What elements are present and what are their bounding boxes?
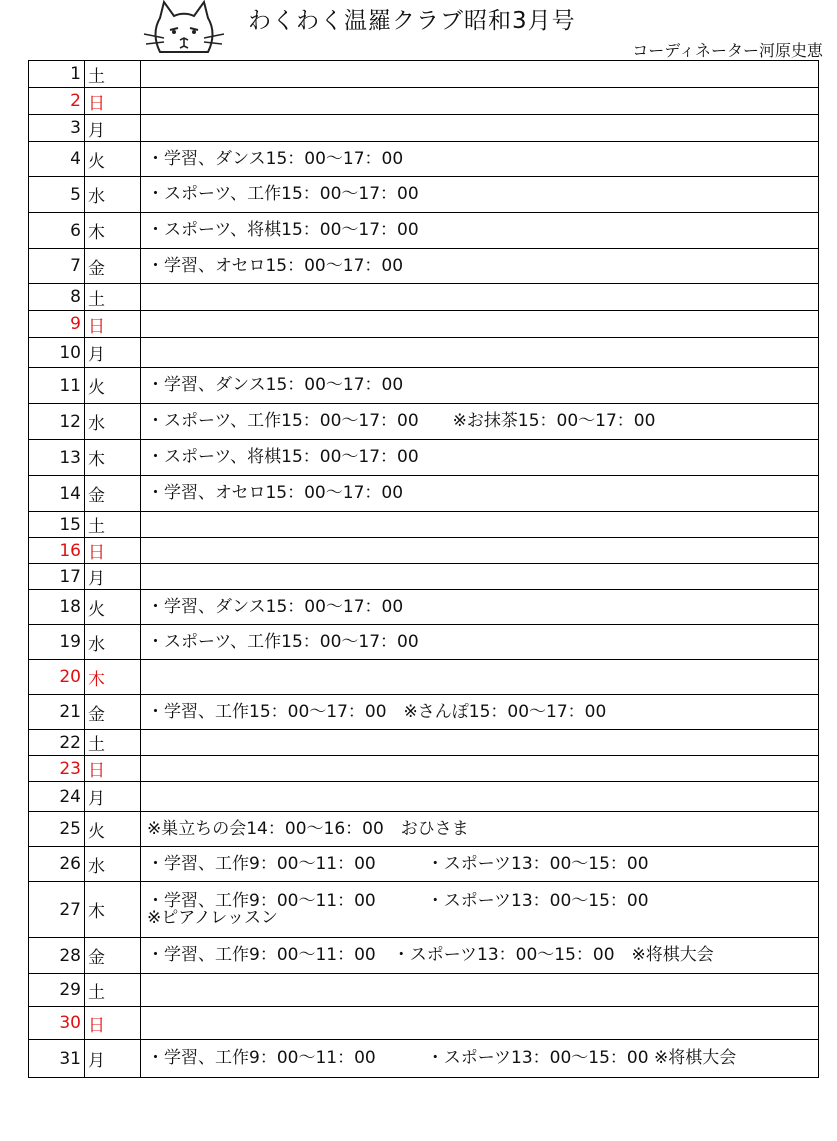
day-events: ・学習、ダンス15：00〜17：00: [141, 590, 819, 625]
day-events: ・学習、工作9：00〜11：00 ・スポーツ13：00〜15：00 ※将棋大会: [141, 938, 819, 974]
calendar-row: [29, 142, 819, 177]
day-of-week: 木: [85, 213, 141, 249]
day-events: [141, 284, 819, 311]
day-of-week: 月: [85, 782, 141, 812]
day-number: 19: [29, 625, 85, 660]
day-events: [141, 115, 819, 142]
day-events: [141, 974, 819, 1007]
day-events: [141, 538, 819, 564]
day-events: ・学習、工作9：00〜11：00 ・スポーツ13：00〜15：00 ※ピアノレッスン: [141, 882, 819, 938]
calendar-row: [29, 590, 819, 625]
day-number: 25: [29, 812, 85, 847]
day-number: 14: [29, 476, 85, 512]
day-number: 17: [29, 564, 85, 590]
day-events: ・学習、工作9：00〜11：00 ・スポーツ13：00〜15：00: [141, 847, 819, 882]
day-of-week: 金: [85, 695, 141, 730]
calendar-row: [29, 695, 819, 730]
calendar-row: [29, 61, 819, 88]
day-number: 31: [29, 1040, 85, 1078]
calendar-row: [29, 440, 819, 476]
day-number: 30: [29, 1007, 85, 1040]
day-events: [141, 756, 819, 782]
day-of-week: 月: [85, 115, 141, 142]
day-number: 7: [29, 249, 85, 284]
calendar-row: [29, 625, 819, 660]
day-number: 10: [29, 338, 85, 368]
day-events: [141, 88, 819, 115]
page-title: わくわく温羅クラブ昭和3月号: [248, 8, 576, 34]
day-number: 9: [29, 311, 85, 338]
day-of-week: 火: [85, 368, 141, 404]
day-number: 2: [29, 88, 85, 115]
day-of-week: 木: [85, 882, 141, 938]
day-number: 27: [29, 882, 85, 938]
day-number: 23: [29, 756, 85, 782]
day-of-week: 土: [85, 61, 141, 88]
day-events: ・学習、工作9：00〜11：00 ・スポーツ13：00〜15：00 ※将棋大会: [141, 1040, 819, 1078]
calendar-row: [29, 564, 819, 590]
day-of-week: 水: [85, 404, 141, 440]
day-of-week: 月: [85, 564, 141, 590]
calendar-row: [29, 284, 819, 311]
day-of-week: 日: [85, 88, 141, 115]
day-number: 24: [29, 782, 85, 812]
calendar-row: [29, 847, 819, 882]
day-number: 15: [29, 512, 85, 538]
calendar-row: [29, 88, 819, 115]
day-number: 13: [29, 440, 85, 476]
calendar-row: [29, 512, 819, 538]
calendar-row: [29, 974, 819, 1007]
day-of-week: 木: [85, 660, 141, 695]
day-of-week: 日: [85, 756, 141, 782]
day-number: 6: [29, 213, 85, 249]
calendar-row: [29, 782, 819, 812]
calendar-row: [29, 249, 819, 284]
calendar-row: [29, 938, 819, 974]
calendar-row: [29, 338, 819, 368]
day-events: ・スポーツ、将棋15：00〜17：00: [141, 440, 819, 476]
day-number: 11: [29, 368, 85, 404]
day-number: 12: [29, 404, 85, 440]
calendar-row: [29, 115, 819, 142]
day-events: ・学習、ダンス15：00〜17：00: [141, 368, 819, 404]
day-events: ・スポーツ、将棋15：00〜17：00: [141, 213, 819, 249]
calendar-row: [29, 756, 819, 782]
calendar-row: [29, 404, 819, 440]
day-events: ・スポーツ、工作15：00〜17：00: [141, 625, 819, 660]
day-number: 21: [29, 695, 85, 730]
day-of-week: 土: [85, 974, 141, 1007]
day-of-week: 金: [85, 476, 141, 512]
day-events: [141, 1007, 819, 1040]
day-number: 20: [29, 660, 85, 695]
day-of-week: 土: [85, 284, 141, 311]
day-of-week: 土: [85, 730, 141, 756]
calendar-row: [29, 538, 819, 564]
day-events: [141, 660, 819, 695]
schedule-body: [29, 61, 819, 1078]
day-number: 29: [29, 974, 85, 1007]
day-number: 8: [29, 284, 85, 311]
coordinator-name: コーディネーター河原史恵: [632, 41, 823, 60]
calendar-row: [29, 213, 819, 249]
calendar-row: [29, 660, 819, 695]
calendar-row: [29, 368, 819, 404]
schedule-table: [28, 60, 819, 1078]
day-of-week: 水: [85, 177, 141, 213]
day-number: 5: [29, 177, 85, 213]
day-of-week: 火: [85, 142, 141, 177]
calendar-row: [29, 882, 819, 938]
day-number: 4: [29, 142, 85, 177]
day-number: 1: [29, 61, 85, 88]
day-number: 28: [29, 938, 85, 974]
day-of-week: 水: [85, 625, 141, 660]
day-events: ・スポーツ、工作15：00〜17：00: [141, 177, 819, 213]
day-events: ・学習、オセロ15：00〜17：00: [141, 476, 819, 512]
day-events: [141, 311, 819, 338]
day-events: [141, 782, 819, 812]
day-number: 3: [29, 115, 85, 142]
cat-face-icon: [140, 0, 226, 60]
day-events: ・スポーツ、工作15：00〜17：00 ※お抹茶15：00〜17：00: [141, 404, 819, 440]
day-of-week: 月: [85, 338, 141, 368]
day-of-week: 金: [85, 938, 141, 974]
day-of-week: 日: [85, 1007, 141, 1040]
day-of-week: 日: [85, 311, 141, 338]
calendar-row: [29, 1040, 819, 1078]
day-number: 16: [29, 538, 85, 564]
day-events: [141, 338, 819, 368]
day-events: [141, 564, 819, 590]
calendar-row: [29, 812, 819, 847]
day-of-week: 月: [85, 1040, 141, 1078]
day-events: [141, 61, 819, 88]
day-of-week: 土: [85, 512, 141, 538]
calendar-row: [29, 177, 819, 213]
day-number: 22: [29, 730, 85, 756]
day-events: ※巣立ちの会14：00〜16：00 おひさま: [141, 812, 819, 847]
day-number: 26: [29, 847, 85, 882]
calendar-row: [29, 1007, 819, 1040]
day-events: [141, 730, 819, 756]
day-of-week: 火: [85, 812, 141, 847]
calendar-row: [29, 311, 819, 338]
day-events: [141, 512, 819, 538]
day-events: ・学習、ダンス15：00〜17：00: [141, 142, 819, 177]
day-of-week: 日: [85, 538, 141, 564]
day-number: 18: [29, 590, 85, 625]
day-events: ・学習、工作15：00〜17：00 ※さんぽ15：00〜17：00: [141, 695, 819, 730]
day-of-week: 水: [85, 847, 141, 882]
day-of-week: 火: [85, 590, 141, 625]
day-of-week: 木: [85, 440, 141, 476]
calendar-row: [29, 730, 819, 756]
day-of-week: 金: [85, 249, 141, 284]
calendar-row: [29, 476, 819, 512]
day-events: ・学習、オセロ15：00〜17：00: [141, 249, 819, 284]
